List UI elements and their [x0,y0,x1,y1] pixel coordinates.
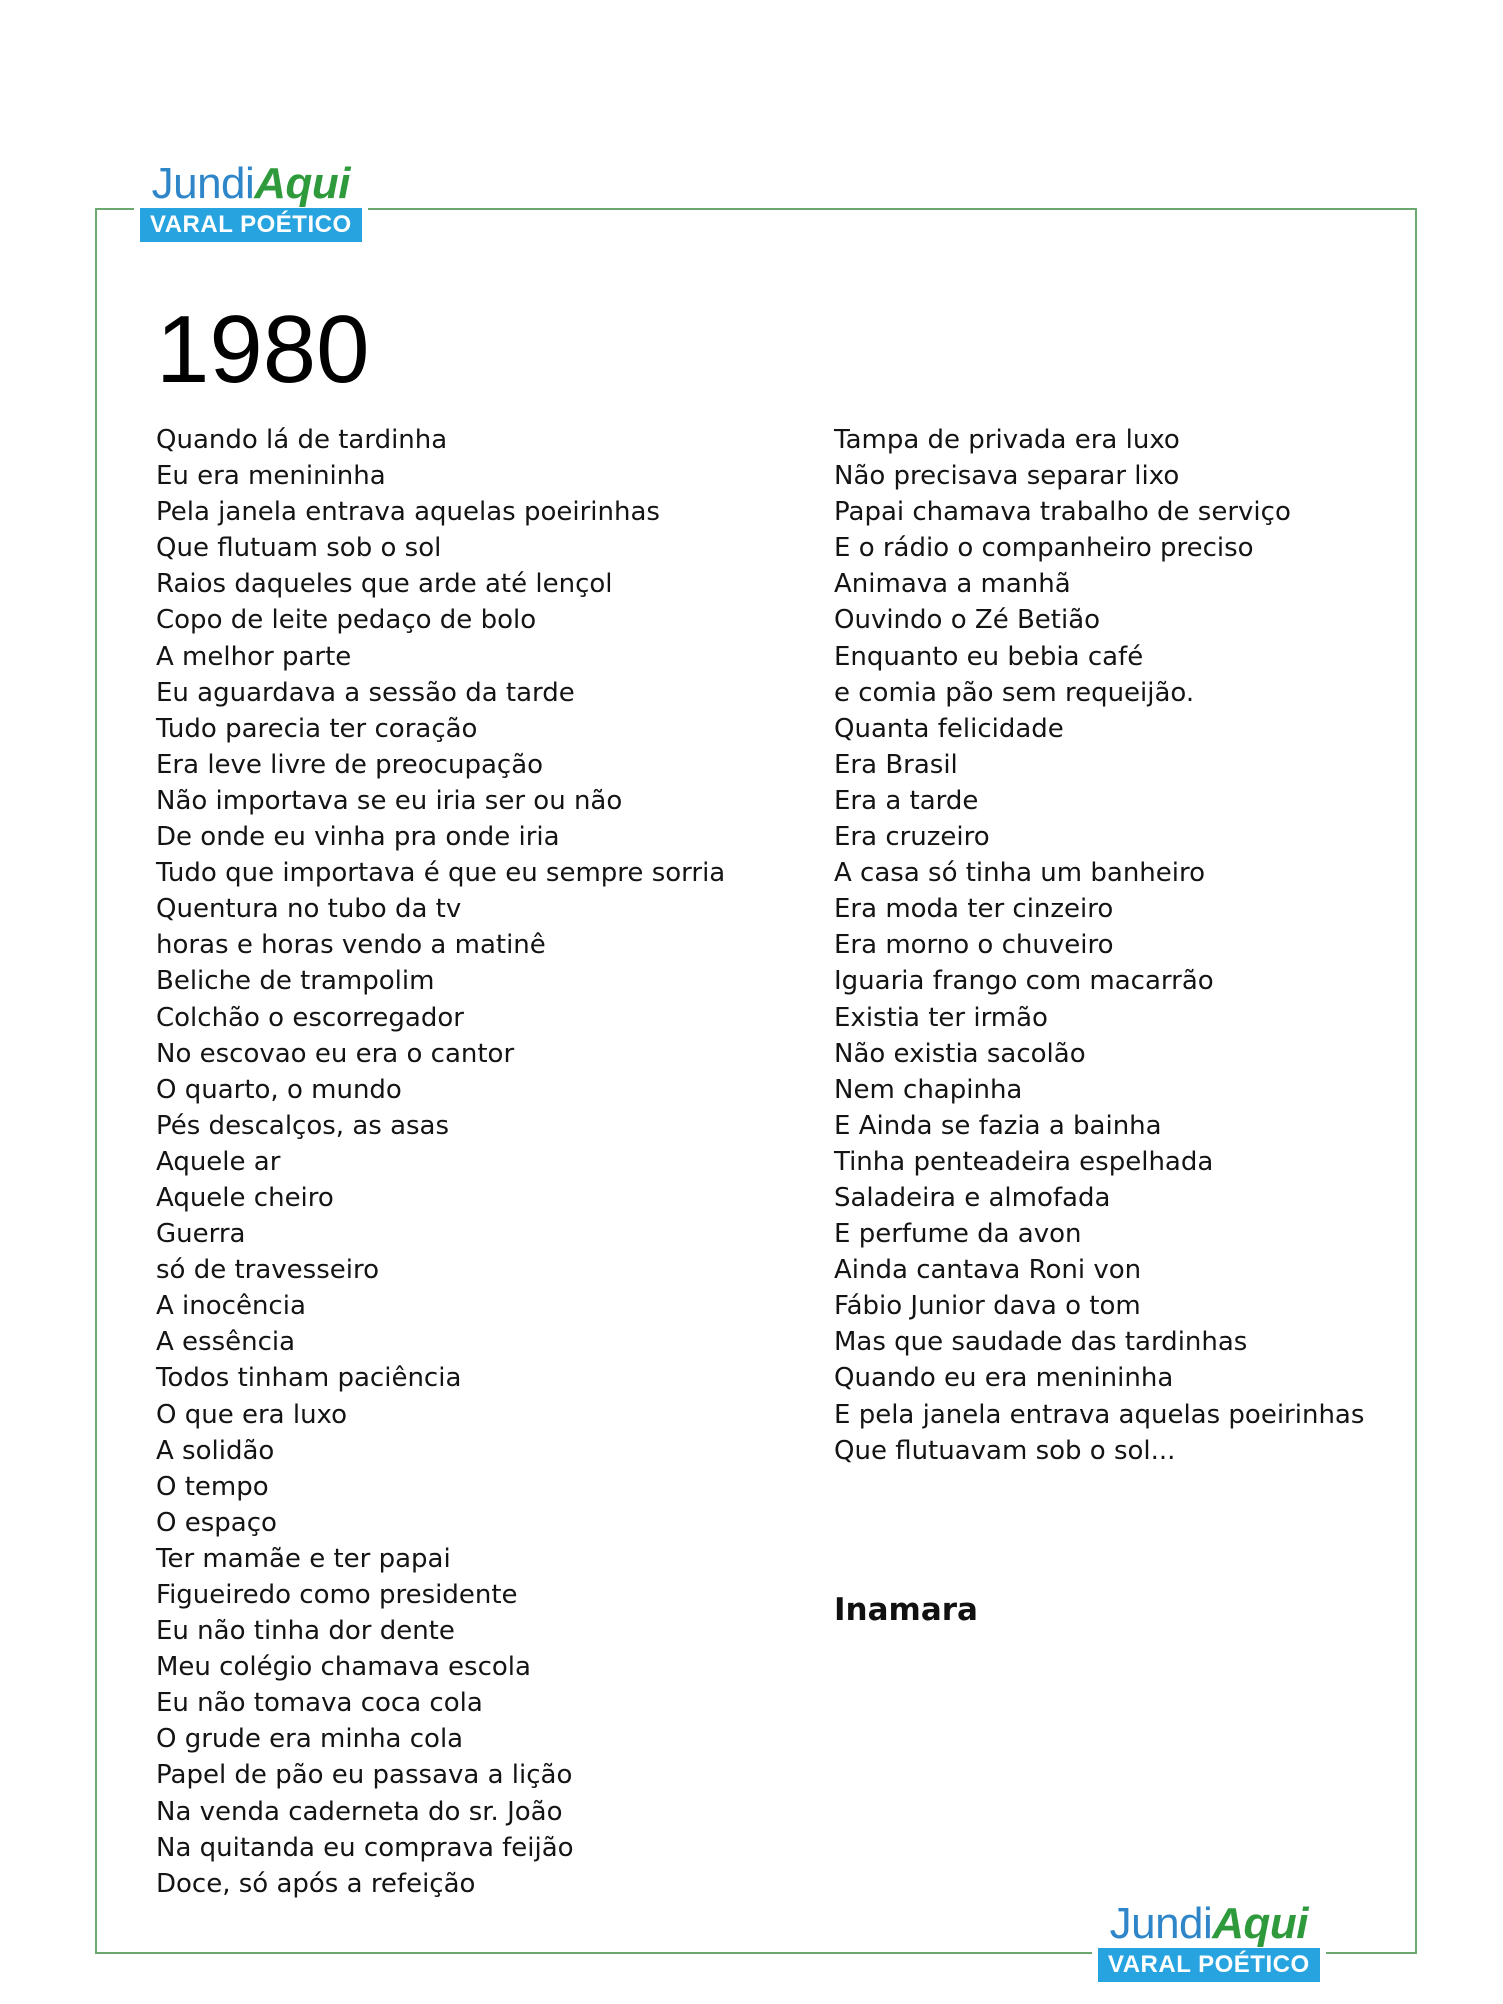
poem-line: Eu não tomava coca cola [156,1688,483,1719]
poem-line: Figueiredo como presidente [156,1580,518,1610]
logo-tagline: VARAL POÉTICO [140,208,362,242]
poem-line: Quando lá de tardinha [156,425,448,455]
poem-line: Eu não tinha dor dente [156,1616,455,1647]
poem-line: Fábio Junior dava o tom [834,1291,1141,1322]
poem-line: A solidão [156,1435,275,1466]
poem-line: O espaço [156,1507,277,1538]
poem-line: Não precisava separar lixo [834,461,1180,492]
poem-line: O tempo [156,1471,269,1502]
poem-line: Aquele cheiro [156,1182,334,1213]
poem-left-column [156,422,725,1902]
poem-line: Beliche de trampolim [156,966,435,997]
poem-line: A casa só tinha um banheiro [834,858,1206,889]
poem-line: e comia pão sem requeijão. [834,677,1195,708]
poem-line: Na venda caderneta do sr. João [156,1796,563,1827]
poem-line: O quarto, o mundo [156,1074,402,1105]
poem-line: Não importava se eu iria ser ou não [156,785,623,816]
poem-line: Pela janela entrava aquelas poeirinhas [156,497,660,528]
poem-line: Raios daqueles que arde até lençol [156,569,613,600]
poem-title: 1980 [156,296,370,403]
poem-line: Eu era menininha [156,461,386,492]
poem-line: Nem chapinha [834,1074,1023,1105]
poem-line: Quentura no tubo da tv [156,894,462,925]
logo-wordmark [1098,1900,1320,1948]
poem-line: E Ainda se fazia a bainha [834,1110,1162,1141]
poem-line: Doce, só após a refeição [156,1868,476,1899]
poem-line: Colchão o escorregador [156,1002,464,1033]
poem-line: Papai chamava trabalho de serviço [834,497,1291,528]
poem-line: Ouvindo o Zé Betião [834,605,1101,636]
poem-line: Saladeira e almofada [834,1182,1111,1213]
poem-line: horas e horas vendo a matinê [156,930,546,961]
poem-line: A essência [156,1327,296,1358]
poem-line: E o rádio o companheiro preciso [834,533,1254,564]
poem-line: De onde eu vinha pra onde iria [156,822,560,853]
poem-line: Meu colégio chamava escola [156,1652,531,1683]
poem-line: Não existia sacolão [834,1038,1086,1069]
poem-line: Era cruzeiro [834,822,990,853]
poem-line: A inocência [156,1291,306,1322]
poem-line: Existia ter irmão [834,1002,1048,1033]
poem-line: O que era luxo [156,1399,348,1430]
poem-line: Na quitanda eu comprava feijão [156,1832,574,1863]
logo-brand-part2: Aqui [1212,1899,1309,1948]
poem-line: Era Brasil [834,749,958,780]
poem-line: A melhor parte [156,641,352,672]
poem-line: Enquanto eu bebia café [834,641,1144,672]
poem-line: E pela janela entrava aquelas poeirinhas [834,1399,1365,1430]
poem-line: Era leve livre de preocupação [156,749,544,780]
poem-line: Tudo que importava é que eu sempre sorria [156,858,726,889]
poem-right-column [834,422,1364,1469]
poem-line: Copo de leite pedaço de bolo [156,605,537,636]
logo-brand-part2: Aqui [254,159,351,208]
poem-line: Todos tinham paciência [156,1363,462,1394]
poem-line: Era morno o chuveiro [834,930,1114,961]
poem-line: Papel de pão eu passava a lição [156,1760,573,1791]
poem-line: Iguaria frango com macarrão [834,966,1214,997]
poem-line: O grude era minha cola [156,1724,464,1755]
logo-wordmark [140,160,362,208]
poem-line: No escovao eu era o cantor [156,1038,515,1069]
poem-line: Que flutuam sob o sol [156,533,442,564]
poem-line: Que flutuavam sob o sol... [834,1435,1176,1466]
poem-line: Aquele ar [156,1146,281,1177]
poem-line: Quanta felicidade [834,713,1064,744]
poem-line: Guerra [156,1219,246,1250]
poem-line: Quando eu era menininha [834,1363,1174,1394]
poem-line: Ter mamãe e ter papai [156,1543,451,1574]
poem-line: Tampa de privada era luxo [834,425,1180,455]
logo-top [134,160,368,242]
poem-line: Era moda ter cinzeiro [834,894,1114,925]
poem-line: Mas que saudade das tardinhas [834,1327,1248,1358]
poem-line: E perfume da avon [834,1219,1082,1250]
logo-bottom [1092,1900,1326,1982]
poem-line: Pés descalços, as asas [156,1110,450,1141]
logo-brand-part1: Jundi [151,159,255,208]
poem-line: Tudo parecia ter coração [156,713,478,744]
poem-line: só de travesseiro [156,1255,380,1286]
logo-brand-part1: Jundi [1109,1899,1213,1948]
poem-author: Inamara [834,1592,978,1628]
poem-line: Ainda cantava Roni von [834,1255,1142,1286]
poem-line: Animava a manhã [834,569,1071,600]
poem-line: Tinha penteadeira espelhada [834,1146,1214,1177]
poem-line: Era a tarde [834,785,979,816]
logo-tagline: VARAL POÉTICO [1098,1948,1320,1982]
poem-line: Eu aguardava a sessão da tarde [156,677,575,708]
